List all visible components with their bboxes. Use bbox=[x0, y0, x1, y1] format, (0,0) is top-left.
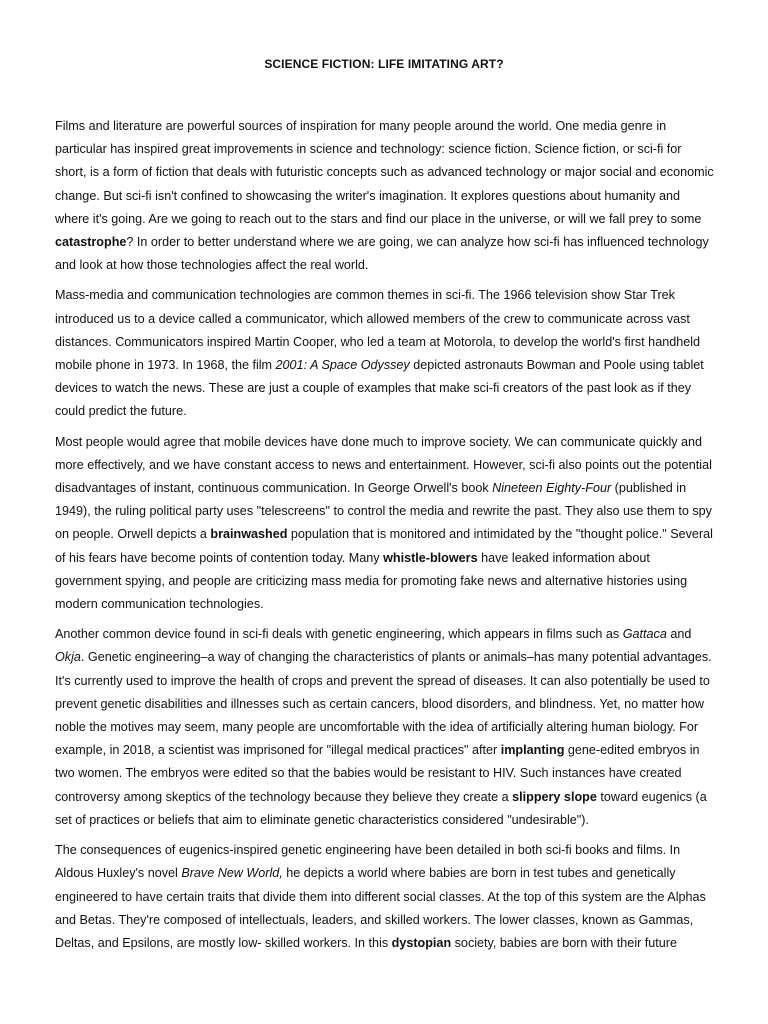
text-run: have leaked information about government spying, and people are criticizing mass media for promoting fake news and alternative histories using modern communication technologies. bbox=[55, 550, 688, 612]
paragraph-3 bbox=[55, 431, 715, 617]
italic-title: 2001: A Space Odyssey bbox=[275, 358, 410, 373]
paragraph-5 bbox=[55, 839, 715, 955]
bold-term: dystopian bbox=[391, 935, 452, 950]
bold-term: brainwashed bbox=[210, 527, 288, 542]
text-run: Most people would agree that mobile devices have done much to improve society. We can communicate quickly and more effectively, and we have constant access to news and entertainment. However, sci-fi also points out the potential disadvantages of instant, continuous communication. In George Orwell's book bbox=[55, 434, 712, 496]
text-run: Mass-media and communication technologies are common themes in sci-fi. The 1966 television show Star Trek introduced us to a device called a communicator, which allowed members of the crew to communicate across vast distances. Communicators inspired Martin Cooper, who led a team at Motorola, to develop the world's first handheld mobile phone in 1973. In 1968, the film bbox=[55, 288, 701, 373]
paragraph-4 bbox=[55, 623, 715, 832]
text-run: Films and literature are powerful sources of inspiration for many people around the world. One media genre in particular has inspired great improvements in science and technology: science fiction. Science fiction, or sci-fi for short, is a form of fiction that deals with futuristic concepts such as advanced technology or major social and economic change. But sci-fi isn't confined to showcasing the writer's imagination. It explores questions about humanity and where it's going. Are we going to reach out to the stars and find our place in the universe, or will we fall prey to some bbox=[55, 119, 714, 226]
bold-term: implanting bbox=[500, 743, 565, 758]
bold-term: whistle-blowers bbox=[383, 550, 478, 565]
document-title: SCIENCE FICTION: LIFE IMITATING ART? bbox=[264, 57, 504, 71]
paragraph-2 bbox=[55, 284, 715, 423]
text-run: society, babies are born with their future bbox=[451, 935, 678, 950]
document-body bbox=[55, 115, 715, 962]
text-run: (published in 1949), the ruling political party uses "telescreens" to control the media and rewrite the past. They also use them to spy on people. Orwell depicts a bbox=[55, 481, 712, 542]
text-run: Another common device found in sci-fi deals with genetic engineering, which appears in films such as bbox=[55, 627, 623, 642]
text-run: and bbox=[666, 627, 692, 642]
bold-term: catastrophe bbox=[55, 235, 127, 250]
italic-title: Nineteen Eighty-Four bbox=[492, 481, 612, 496]
italic-title: Brave New World, bbox=[181, 866, 283, 881]
text-run: he depicts a world where babies are born in test tubes and genetically engineered to have certain traits that divide them into different social classes. At the top of this system are the Alphas and Betas. They're composed of intellectuals, leaders, and skilled workers. The lower classes, known as Gammas, Deltas, and Epsilons, are mostly low- skilled workers. In this bbox=[55, 866, 706, 950]
text-run: . Genetic engineering–a way of changing the characteristics of plants or animals–has many potential advantages. It's currently used to improve the health of crops and prevent the spread of diseases. It can also potentially be used to prevent genetic disabilities and illnesses such as certain cancers, blood disorders, and blindness. Yet, no matter how noble the motives may seem, many people are uncomfortable with the idea of artificially altering human biology. For example, in 2018, a scientist was imprisoned for "illegal medical practices" after bbox=[55, 650, 712, 758]
text-run: population that is monitored and intimidated by the "thought police." Several of his fears have become points of contention today. Many bbox=[55, 527, 713, 565]
text-run: The consequences of eugenics-inspired genetic engineering have been detailed in both sci-fi books and films. In Aldous Huxley's novel bbox=[55, 843, 681, 881]
text-run: gene-edited embryos in two women. The embryos were edited so that the babies would be resistant to HIV. Such instances have created controversy among skeptics of the technology because they believe they create a bbox=[55, 743, 700, 804]
bold-term: slippery slope bbox=[512, 789, 597, 804]
text-run: depicted astronauts Bowman and Poole using tablet devices to watch the news. These are just a couple of examples that make sci-fi creators of the past look as if they could predict the future. bbox=[55, 358, 704, 419]
text-run: ? In order to better understand where we are going, we can analyze how sci-fi has influenced technology and look at how those technologies affect the real world. bbox=[55, 235, 709, 273]
italic-title: Gattaca bbox=[622, 627, 667, 642]
paragraph-1 bbox=[55, 115, 715, 277]
italic-title: Okja bbox=[55, 650, 81, 665]
text-run: toward eugenics (a set of practices or beliefs that aim to eliminate genetic characteristics considered "undesirable"). bbox=[55, 789, 707, 827]
